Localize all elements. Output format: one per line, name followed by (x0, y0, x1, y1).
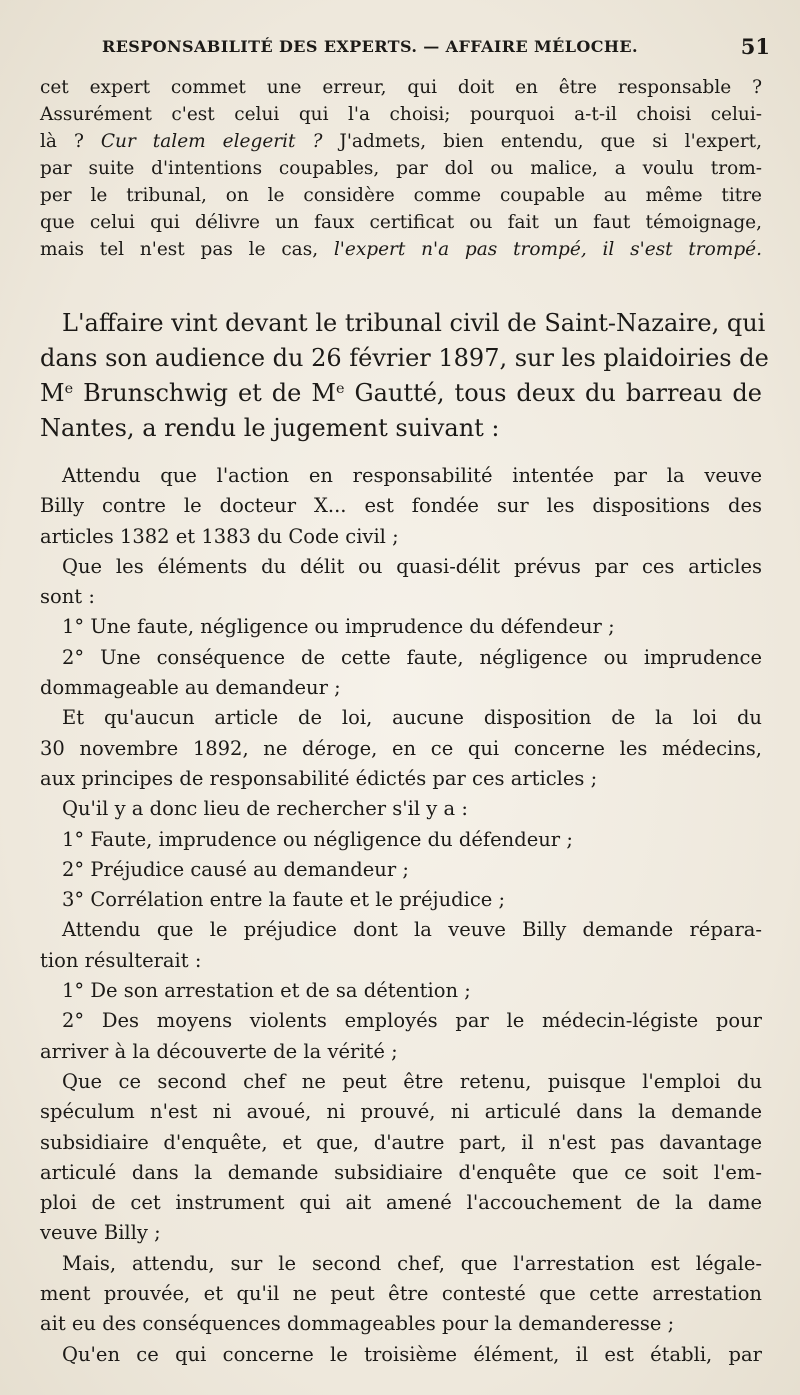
running-head: RESPONSABILITÉ DES EXPERTS. — AFFAIRE MÉLOCHE. (102, 37, 638, 56)
judgment-line: 1° Faute, imprudence ou négligence du défendeur ; (62, 827, 573, 851)
text-line: là ? Cur talem elegerit ? J'admets, bien entendu, que si l'expert, (40, 131, 762, 152)
judgment-line: Qu'en ce qui concerne le troisième élément, il est établi, par (62, 1342, 762, 1366)
text-line: cet expert commet une erreur, qui doit en être responsable ? (40, 77, 762, 98)
judgment-line: Et qu'aucun article de loi, aucune disposition de la loi du (62, 706, 762, 730)
judgment-line: sont : (40, 585, 95, 609)
judgment-line: tion résulterait : (40, 948, 202, 972)
judgment-line: 2° Une conséquence de cette faute, négligence ou imprudence (62, 645, 762, 669)
judgment-line: ploi de cet instrument qui ait amené l'accouchement de la dame (40, 1191, 762, 1215)
judgment-line: 1° Une faute, négligence ou imprudence du défendeur ; (62, 615, 615, 639)
judgment-line: veuve Billy ; (40, 1221, 161, 1245)
judgment-line: aux principes de responsabilité édictés par ces articles ; (40, 766, 598, 790)
judgment-line: Que ce second chef ne peut être retenu, puisque l'emploi du (62, 1069, 762, 1093)
text-line: que celui qui délivre un faux certificat ou fait un faut témoignage, (40, 212, 762, 233)
judgment-line: Que les éléments du délit ou quasi-délit prévus par ces articles (62, 554, 762, 578)
judgment-line: 30 novembre 1892, ne déroge, en ce qui concerne les médecins, (40, 736, 762, 760)
judgment-line: subsidiaire d'enquête, et que, d'autre part, il n'est pas davantage (40, 1130, 762, 1154)
text-line: mais tel n'est pas le cas, l'expert n'a pas trompé, il s'est trompé. (40, 239, 762, 260)
judgment-line: Qu'il y a donc lieu de rechercher s'il y a : (62, 797, 468, 821)
text-line: per le tribunal, on le considère comme coupable au même titre (40, 185, 762, 206)
text-line: Me Brunschwig et de Me Gautté, tous deux du barreau de (40, 379, 762, 407)
text-line: Nantes, a rendu le jugement suivant : (40, 414, 500, 442)
judgment-line: spéculum n'est ni avoué, ni prouvé, ni articulé dans la demande (40, 1100, 762, 1124)
judgment-line: articulé dans la demande subsidiaire d'enquête que ce soit l'em- (40, 1160, 762, 1184)
judgment-line: ment prouvée, et qu'il ne peut être contesté que cette arrestation (40, 1282, 762, 1306)
judgment-line: Billy contre le docteur X... est fondée sur les dispositions des (40, 494, 762, 518)
judgment-line: 2° Des moyens violents employés par le médecin-légiste pour (62, 1009, 762, 1033)
judgment-line: ait eu des conséquences dommageables pour la demanderesse ; (40, 1312, 675, 1336)
judgment-line: 2° Préjudice causé au demandeur ; (62, 857, 409, 881)
text-line: par suite d'intentions coupables, par dol ou malice, a voulu trom- (40, 158, 762, 179)
judgment-line: Mais, attendu, sur le second chef, que l'arrestation est légale- (62, 1251, 762, 1275)
page-number: 51 (740, 34, 770, 59)
judgment-line: articles 1382 et 1383 du Code civil ; (40, 524, 399, 548)
judgment-line: 3° Corrélation entre la faute et le préjudice ; (62, 888, 506, 912)
judgment-line: Attendu que le préjudice dont la veuve Billy demande répara- (62, 918, 762, 942)
latin-quote: Cur talem elegerit ? (100, 131, 323, 152)
judgment-line: dommageable au demandeur ; (40, 676, 341, 700)
judgment-text (40, 461, 762, 1370)
text-line: Assurément c'est celui qui l'a choisi; pourquoi a-t-il choisi celui- (40, 104, 762, 125)
text-line: dans son audience du 26 février 1897, sur les plaidoiries de (40, 344, 769, 372)
text-line: L'affaire vint devant le tribunal civil de Saint-Nazaire, qui (62, 309, 766, 337)
quoted-paragraph (40, 74, 762, 263)
judgment-line: arriver à la découverte de la vérité ; (40, 1039, 398, 1063)
narrative-paragraph (40, 306, 769, 446)
judgment-line: Attendu que l'action en responsabilité intentée par la veuve (62, 464, 762, 487)
emphasis-quote: l'expert n'a pas trompé, il s'est trompé. (333, 239, 762, 260)
page-header (40, 34, 770, 66)
judgment-line: 1° De son arrestation et de sa détention ; (62, 979, 471, 1003)
